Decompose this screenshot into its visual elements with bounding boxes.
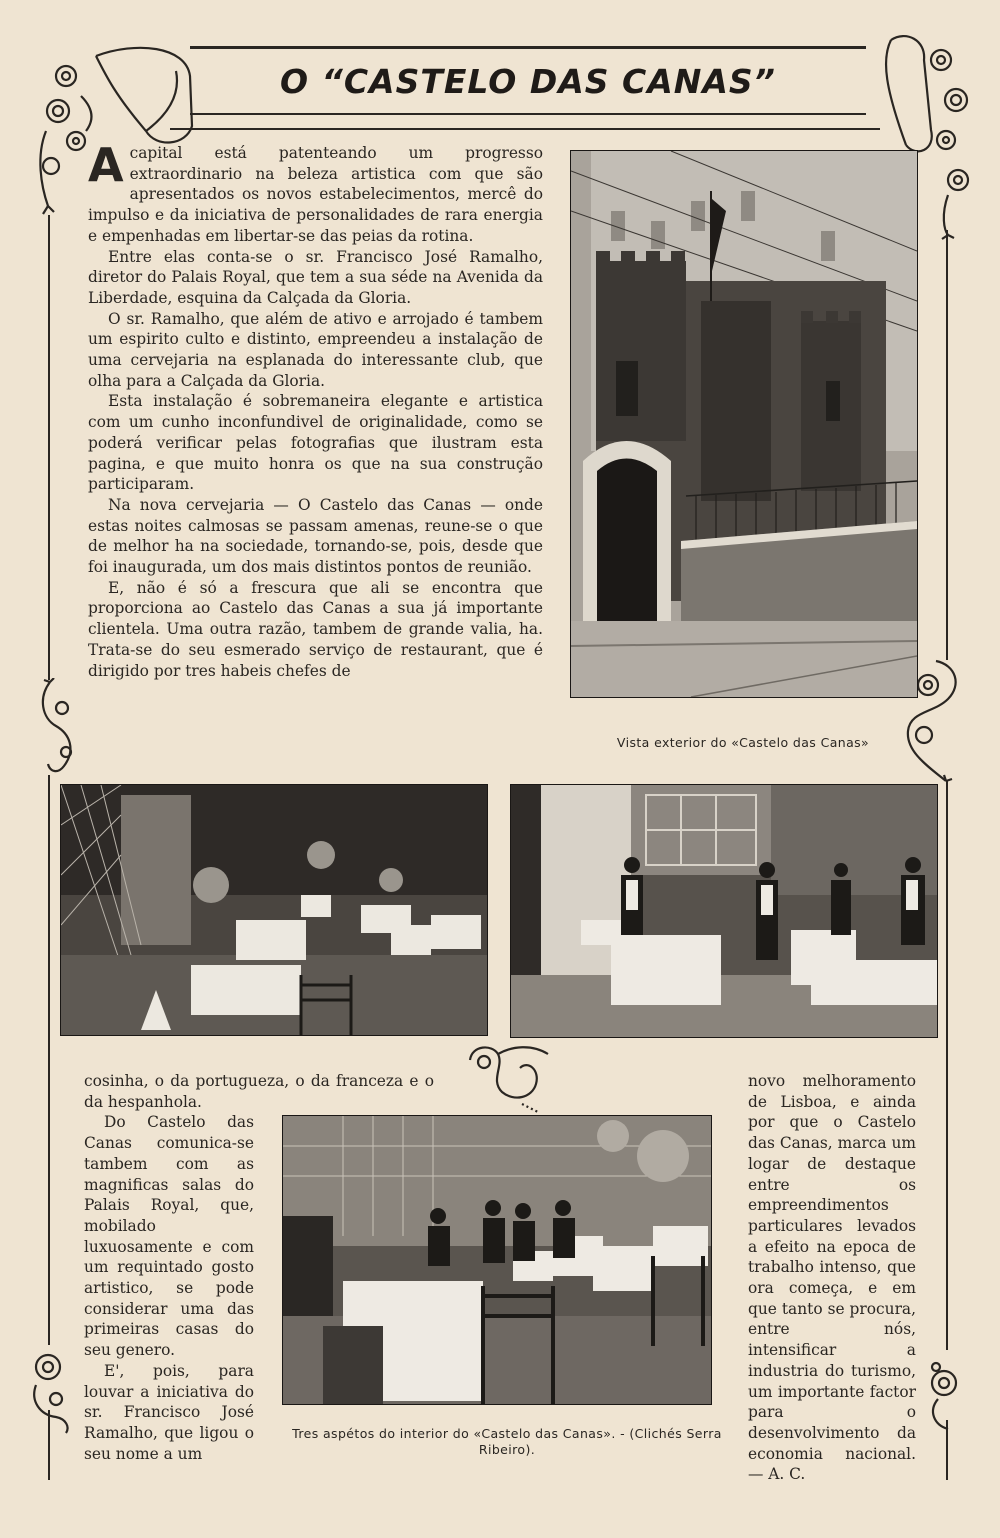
exterior-photo [570, 150, 918, 698]
interior-photo-right [510, 784, 938, 1038]
paragraph: cosinha, o da portugueza, o da franceza e o da hespanhola. [84, 1072, 434, 1111]
paragraph: E, não é só a frescura que ali se encontra que proporciona ao Castelo das Canas a sua já importante clientela. Uma outra razão, tambem de grande valia, ha. Trata-se do seu esmerado serviço de restaurant, que é dirigido por tres habeis chefes de [88, 578, 543, 680]
article-column-bottom-left [84, 1071, 434, 1464]
interior-photo-left [60, 784, 488, 1036]
page-title: O “CASTELO DAS CANAS” [280, 61, 776, 101]
paragraph-intro: Acapital está patenteando um progresso extraordinario na beleza artistica com que são apresentados os novos estabelecimentos, mercê do impulso e da iniciativa de personalidades de rara energia e empenhadas em libertar-se das peias da rotina. [88, 138, 543, 245]
paragraph: O sr. Ramalho, que além de ativo e arrojado é tambem um espirito culto e distinto, empreendeu a instalação de uma cervejaria na esplanada do interessante club, que olha para a Calçada da Gloria. [88, 309, 543, 390]
paragraph: Entre elas conta-se o sr. Francisco José Ramalho, diretor do Palais Royal, que tem a sua séde na Avenida da Liberdade, esquina da Calçada da Gloria. [88, 247, 543, 307]
drop-cap: A [88, 138, 124, 192]
scroll-ornament-right-bottom [918, 1355, 968, 1435]
interior-photo-bottom [282, 1115, 712, 1405]
paragraph: Esta instalação é sobremaneira elegante e artistica com um cunho inconfundivel de originalidade, como se poderá verificar pelas fotografias que ilustram esta pagina, e que muito honra os que na sua construção participaram. [88, 392, 543, 494]
scroll-ornament-left-middle [36, 678, 86, 778]
title-banner [190, 46, 866, 115]
paragraph: Na nova cervejaria — O Castelo das Canas — onde estas noites calmosas se passam amenas, reune-se o que de melhor ha na sociedade, tornando-se, pois, desde que foi inaugurada, um dos mais distintos pontos de reunião. [88, 495, 543, 577]
ladies-dining-illustration [283, 1116, 711, 1404]
paragraph: Do Castelo das Canas comunica-se tambem com as magnificas salas do Palais Royal, que, mobilado luxuosamente e com um requintado gosto artistico, se pode considerar uma das primeiras casas do seu genero. [84, 1113, 254, 1360]
interior-photos-caption: Tres aspétos do interior do «Castelo das Canas». - (Clichés Serra Ribeiro). [292, 1426, 722, 1457]
column3-lead-spacer [584, 1071, 744, 1091]
waiters-dining-illustration [511, 785, 937, 1037]
frame-top-rule [170, 128, 880, 130]
paragraph: E', pois, para louvar a iniciativa do sr. Francisco José Ramalho, que ligou o seu nome a um [84, 1361, 254, 1463]
frame-left-line [48, 215, 50, 680]
article-column-top [88, 138, 543, 681]
exterior-photo-caption: Vista exterior do «Castelo das Canas» [616, 735, 870, 750]
article-column-bottom-right [748, 1071, 916, 1485]
castle-exterior-illustration [571, 151, 917, 697]
frame-right-line-lower [946, 780, 948, 1350]
scroll-ornament-left-bottom [26, 1345, 76, 1435]
frame-right-line [946, 230, 948, 660]
scroll-ornament-center [462, 1040, 557, 1115]
frame-left-line-lower [48, 775, 50, 1345]
garden-terrace-illustration [61, 785, 487, 1035]
paragraph: novo melhoramento de Lisboa, e ainda por que o Castelo das Canas, marca um logar de destaque entre os empreendimentos particulares levados a efeito na epoca de trabalho intenso, que ora começa, e em que tanto se procura, entre nós, intensificar a industria do turismo, um importante factor para o desenvolvimento da economia nacional. — A. C. [748, 1072, 916, 1484]
